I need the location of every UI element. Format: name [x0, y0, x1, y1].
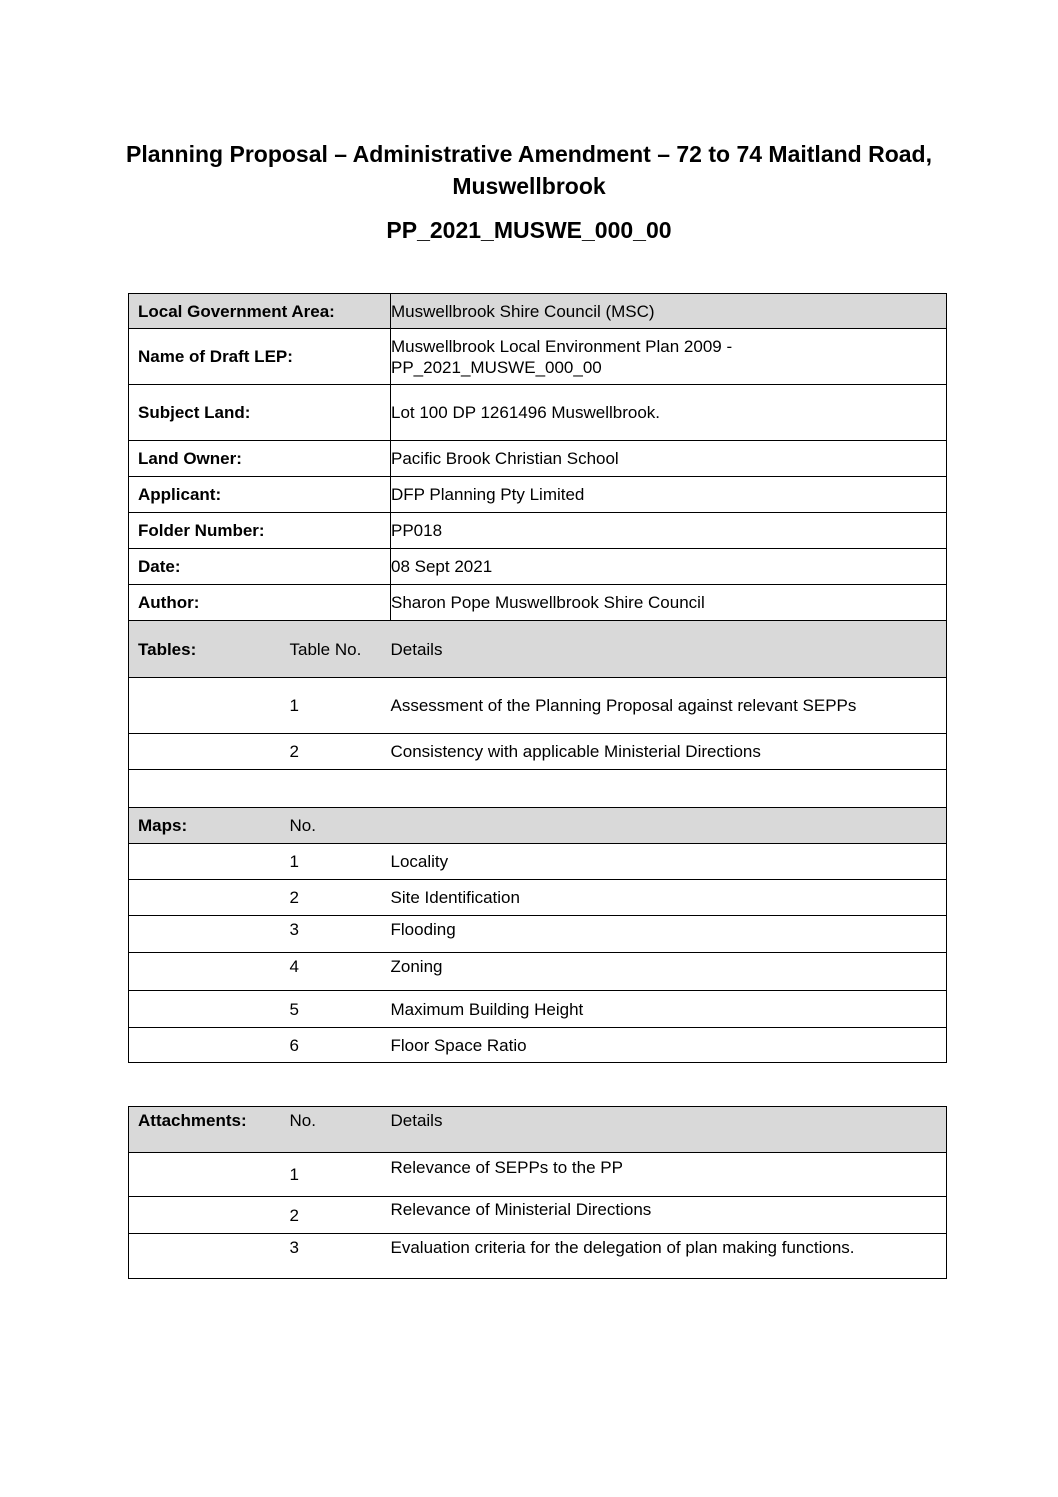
- tables-header-row: [129, 621, 947, 678]
- map-no: 3: [290, 916, 391, 953]
- info-label: Folder Number:: [129, 513, 391, 549]
- info-label: Applicant:: [129, 477, 391, 513]
- map-row: [129, 991, 947, 1028]
- info-row: [129, 294, 947, 329]
- info-value: Pacific Brook Christian School: [391, 441, 947, 477]
- info-label: Local Government Area:: [129, 294, 391, 329]
- info-row: [129, 585, 947, 621]
- info-label: Author:: [129, 585, 391, 621]
- table-details: Assessment of the Planning Proposal against relevant SEPPs: [391, 678, 947, 734]
- document-reference: PP_2021_MUSWE_000_00: [386, 217, 672, 243]
- map-no: 6: [290, 1028, 391, 1063]
- info-label: Date:: [129, 549, 391, 585]
- map-row: [129, 844, 947, 880]
- attachment-row: [129, 1234, 947, 1279]
- info-value: DFP Planning Pty Limited: [391, 477, 947, 513]
- map-details: Flooding: [391, 916, 947, 953]
- details-header: Details: [391, 621, 947, 678]
- attachment-row: [129, 1197, 947, 1234]
- info-value: 08 Sept 2021: [391, 549, 947, 585]
- attachments-label: Attachments:: [129, 1107, 290, 1153]
- map-row: [129, 916, 947, 953]
- maps-label: Maps:: [129, 808, 290, 844]
- attachment-row: [129, 1153, 947, 1197]
- attachment-no: 3: [290, 1234, 391, 1279]
- info-row: [129, 477, 947, 513]
- info-row: [129, 329, 947, 385]
- attachment-no: 1: [290, 1153, 391, 1197]
- map-details: Floor Space Ratio: [391, 1028, 947, 1063]
- attachment-no-header: No.: [290, 1107, 391, 1153]
- table-no: 1: [290, 678, 391, 734]
- map-details: Locality: [391, 844, 947, 880]
- info-row: [129, 441, 947, 477]
- table-row: [129, 678, 947, 734]
- document-title: Planning Proposal – Administrative Amendment – 72 to 74 Maitland Road, Muswellbrook: [125, 141, 932, 199]
- map-details: Zoning: [391, 953, 947, 991]
- info-label: Land Owner:: [129, 441, 391, 477]
- table-row: [129, 734, 947, 770]
- table-no-header: Table No.: [290, 621, 391, 678]
- attachment-no: 2: [290, 1197, 391, 1234]
- attachments-table: [128, 1106, 947, 1279]
- info-value: Muswellbrook Local Environment Plan 2009 - PP_2021_MUSWE_000_00: [391, 329, 947, 385]
- table-no: 2: [290, 734, 391, 770]
- map-row: [129, 953, 947, 991]
- map-row: [129, 1028, 947, 1063]
- empty-row: [129, 770, 947, 808]
- info-value: Sharon Pope Muswellbrook Shire Council: [391, 585, 947, 621]
- map-details: Maximum Building Height: [391, 991, 947, 1028]
- summary-table: [128, 293, 947, 1063]
- info-value: Lot 100 DP 1261496 Muswellbrook.: [391, 385, 947, 441]
- info-label: Subject Land:: [129, 385, 391, 441]
- tables-label: Tables:: [129, 621, 290, 678]
- info-label: Name of Draft LEP:: [129, 329, 391, 385]
- map-no: 4: [290, 953, 391, 991]
- info-value: Muswellbrook Shire Council (MSC): [391, 294, 947, 329]
- map-no: 2: [290, 880, 391, 916]
- attachment-details: Relevance of SEPPs to the PP: [391, 1153, 947, 1197]
- map-details: Site Identification: [391, 880, 947, 916]
- map-no: 1: [290, 844, 391, 880]
- attachment-details-header: Details: [391, 1107, 947, 1153]
- attachment-details: Relevance of Ministerial Directions: [391, 1197, 947, 1234]
- info-row: [129, 385, 947, 441]
- table-details: Consistency with applicable Ministerial Directions: [391, 734, 947, 770]
- maps-header-row: [129, 808, 947, 844]
- attachment-details: Evaluation criteria for the delegation of plan making functions.: [391, 1234, 947, 1279]
- info-value: PP018: [391, 513, 947, 549]
- info-row: [129, 549, 947, 585]
- map-row: [129, 880, 947, 916]
- map-no-header: No.: [290, 808, 391, 844]
- attachments-header-row: [129, 1107, 947, 1153]
- info-row: [129, 513, 947, 549]
- map-no: 5: [290, 991, 391, 1028]
